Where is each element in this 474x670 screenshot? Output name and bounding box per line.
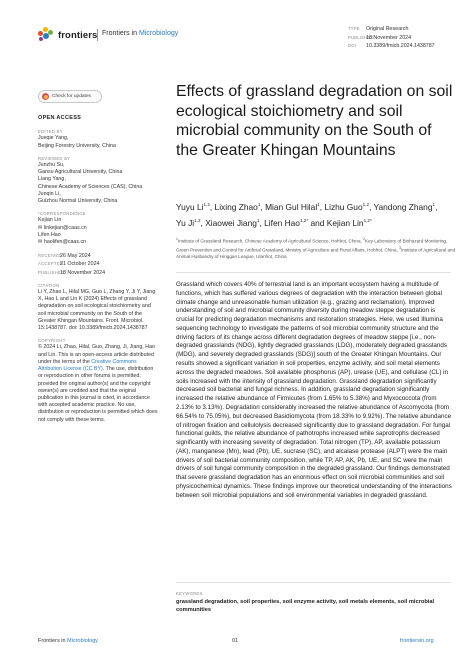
author-name: Lifen Hao bbox=[264, 217, 300, 228]
frontiers-logo-icon bbox=[38, 27, 54, 43]
affiliation-3: Institute of Agricultural and Animal Husbandry of Hinggan League, Ulanhot, China bbox=[176, 247, 456, 259]
author[interactable] bbox=[374, 202, 436, 212]
meta-value: Original Research bbox=[366, 26, 409, 32]
affiliation-marker: 2 bbox=[363, 237, 366, 241]
journal-prefix: Frontiers in bbox=[102, 30, 139, 37]
date-accepted bbox=[38, 260, 158, 268]
meta-doi[interactable] bbox=[348, 42, 435, 51]
author-name: Kejian Lin bbox=[326, 217, 364, 228]
cc-by-link[interactable]: Creative Commons Attribution License (CC BY) bbox=[38, 358, 137, 373]
author-name: Lizhu Guo bbox=[324, 201, 363, 212]
check-for-updates-label: Check for updates bbox=[52, 94, 91, 99]
footer-journal-prefix: Frontiers in bbox=[38, 638, 68, 644]
copyright-pre: © 2024 Li, Zhao, Hilal, Guo, Zhang, Ji, Jiang, Hao and Lin. This is an open-access article distributed under the terms of the bbox=[38, 344, 155, 365]
author-name: Yu Ji bbox=[176, 217, 195, 228]
copyright-text bbox=[38, 344, 158, 423]
footer-journal-highlight: Microbiology bbox=[67, 638, 98, 644]
date-key: PUBLISHED bbox=[38, 269, 65, 275]
author-name: Xiaowei Jiang bbox=[205, 217, 257, 228]
meta-type bbox=[348, 25, 435, 34]
author-name: Yuyu Li bbox=[176, 201, 204, 212]
header-divider bbox=[97, 29, 98, 41]
abstract-text: Grassland which covers 40% of terrestrial land is an important ecosystem having a multitude of functions, which has suffered various degrees of degradation with the interaction between global climate change and unreasonable human utilization (e.g., grazing and reclamation). Improved understanding of soil and microbial community diversity during meadow steppe degradation is crucial for predicting degradation mechanisms and restoration strategies. Here, we used Illumina sequencing technology to investigate the patterns of soil microbial community structure and the driving factors of its change across different degradation degrees of meadow steppe [i.e., non-degraded grasslands (NDG), lightly degraded grasslands (LDG), moderately degraded grasslands (MDG), and severely degraded grasslands (SDG)] south of the Greater Khingan Mountains. Our results showed a significant variation in soil properties, enzyme activity, and soil metal elements across the degraded meadows. Soil available phosphorus (AP), urease (UE), and cellulase (CL) in soils increased with the intensity of grassland degradation. Grassland degradation significantly decreased soil bacterial and fungal richness. In addition, grassland degradation significantly increased the relative abundance of Firmicutes (from 1.65% to 5.38%) and Myxococcota (from 2.13% to 3.13%). Degradation considerably increased the relative abundance of Ascomycota (from 66.54% to 75.05%), but decreased Basidiomycota (from 18.33% to 9.92%). The relative abundance of nitrogen fixation and cellulolysis decreased significantly due to grassland degradation. For fungal functional guilds, the relative abundance of pathotrophs increased while saprotrophs decreased significantly with increasing severity of degradation. Total nitrogen (TP), AP, available potassium (AK), manganese (Mn), lead (Pb), UE, sucrase (SC), and alcalase protease (ALPT) were the main drivers of soil bacterial community composition, while TP, AP, AK, Pb, UE, and SC were the main drivers of soil fungal community composition in the degraded grassland. Our findings demonstrated that severe grassland degradation has an enormous effect on soil microbial communities and soil physicochemical dynamics. These findings improve our theoretical understanding of the interactions between soil microbial populations and soil environmental variables in degraded grassland. bbox=[176, 281, 452, 499]
reviewed-by-label: REVIEWED BY bbox=[38, 155, 71, 161]
author[interactable] bbox=[324, 202, 369, 212]
date-key: RECEIVED bbox=[38, 253, 62, 259]
author[interactable] bbox=[215, 202, 261, 212]
affiliation-2: Key Laboratory of Biohazard Monitoring, Green Prevention and Control for Artificial Grassland, Ministry of Agriculture and Rural Affairs, Hohhot, China, bbox=[176, 238, 448, 253]
page-number: 01 bbox=[232, 638, 239, 644]
date-value: 18 November 2024 bbox=[60, 269, 106, 276]
footer-journal[interactable] bbox=[38, 638, 98, 644]
author[interactable] bbox=[327, 218, 372, 228]
author-sup: 1,2 bbox=[194, 217, 201, 223]
frontiers-logo[interactable] bbox=[38, 27, 97, 43]
keywords-text: grassland degradation, soil properties, soil enzyme activity, soil metals elements, soil microbial communities bbox=[176, 599, 435, 613]
keywords-label: KEYWORDS bbox=[176, 591, 203, 596]
logo-text: frontiers bbox=[58, 29, 98, 41]
author[interactable] bbox=[176, 202, 210, 212]
author-sup: 1,2* bbox=[363, 217, 372, 223]
open-access-label: OPEN ACCESS bbox=[38, 115, 82, 121]
citation-label: CITATION bbox=[38, 282, 60, 288]
meta-key: DOI bbox=[348, 43, 357, 49]
reviewer-affiliation: Gansu Agricultural University, China bbox=[38, 169, 123, 176]
meta-value[interactable]: 10.3389/fmicb.2024.1438787 bbox=[366, 43, 435, 50]
reviewer-name: Junzhu Su, bbox=[38, 162, 65, 169]
affiliations bbox=[176, 236, 456, 260]
update-icon bbox=[42, 93, 49, 100]
author-list: Yuyu Li$^{1,2}$, Lixing Zhao$^1$, Mian Gul Hilal$^1$, Lizhu Guo$^{1,2}$, Yandong Zhang$^1$, Yu Ji$^{1,2}$, Xiaowei Jiang$^1$, Lifen Hao$^{1,2*}$ and Kejian Lin$^{1,2*}$ bbox=[176, 201, 438, 228]
editor-affiliation: Beijing Forestry University, China bbox=[38, 142, 116, 149]
correspondence-label: *CORRESPONDENCE bbox=[38, 211, 86, 217]
date-published bbox=[38, 269, 158, 277]
author[interactable] bbox=[176, 218, 201, 228]
footer-site-link[interactable]: frontiersin.org bbox=[400, 638, 434, 644]
author-sup: 1 bbox=[432, 202, 436, 207]
correspondent-email[interactable]: ✉ haolifen@caas.cn bbox=[38, 239, 87, 246]
journal-name[interactable] bbox=[102, 30, 178, 37]
author[interactable] bbox=[205, 218, 259, 228]
editor-name: Jueqie Yang, bbox=[38, 135, 69, 142]
meta-value: 18 November 2024 bbox=[366, 34, 412, 41]
divider bbox=[176, 272, 451, 273]
correspondent-name: Lifen Hao bbox=[38, 231, 61, 238]
correspondent-email[interactable]: ✉ linkejian@caas.cn bbox=[38, 224, 87, 231]
author-name: Lixing Zhao bbox=[214, 201, 258, 212]
check-for-updates-button[interactable] bbox=[38, 90, 102, 103]
author-name: Mian Gul Hilal bbox=[265, 201, 318, 212]
meta-key: TYPE bbox=[348, 26, 360, 31]
author-sup: 1 bbox=[256, 217, 260, 223]
journal-highlight: Microbiology bbox=[138, 30, 179, 37]
correspondent-name: Kejian Lin bbox=[38, 217, 62, 224]
date-key: ACCEPTED bbox=[38, 261, 64, 267]
affiliation-1: Institute of Grassland Research, Chinese Academy of Agricultural Science, Hohhot, China, bbox=[177, 238, 364, 244]
meta-key: PUBLISHED bbox=[348, 34, 374, 40]
reviewer-affiliation: Guizhou Normal University, China bbox=[38, 198, 118, 205]
copyright-post: . The use, distribution or reproduction in other forums is permitted, provided the original author(s) and the copyright owner(s) are credited and that the original publication in this journal is cited, in accordance with accepted academic practice. No use, distribution or reproduction is permitted which does not comply with these terms. bbox=[38, 366, 158, 423]
affiliation-marker: 1 bbox=[176, 237, 178, 241]
reviewer-affiliation: Chinese Academy of Sciences (CAS), China bbox=[38, 183, 143, 190]
affiliation-marker: 3 bbox=[399, 245, 402, 250]
author[interactable] bbox=[265, 202, 320, 212]
author-sup: 1 bbox=[257, 202, 261, 207]
author-sup: 1,2* bbox=[299, 217, 309, 223]
edited-by-label: EDITED BY bbox=[38, 129, 63, 135]
sidebar bbox=[38, 115, 158, 424]
author-sup: 1,2 bbox=[362, 202, 369, 207]
copyright-label: COPYRIGHT bbox=[38, 338, 66, 344]
article-title: Effects of grassland degradation on soil ecological stoichiometry and soil microbial community on the South of the Greater Khingan Mountains bbox=[176, 83, 453, 159]
author[interactable] bbox=[264, 218, 308, 228]
divider bbox=[176, 582, 451, 583]
article-dates bbox=[38, 252, 158, 277]
article-meta bbox=[348, 25, 435, 51]
author-sup: 1,2 bbox=[203, 202, 210, 207]
meta-published bbox=[348, 34, 435, 43]
author-sup: 1 bbox=[317, 202, 320, 207]
date-value: 26 May 2024 bbox=[60, 253, 91, 260]
reviewer-name: Junqin Li, bbox=[38, 190, 61, 197]
author-name: Yandong Zhang bbox=[373, 201, 433, 212]
date-received bbox=[38, 252, 158, 260]
reviewer-name: Liang Yang, bbox=[38, 176, 66, 183]
date-value: 21 October 2024 bbox=[60, 261, 100, 268]
citation-text: Li Y, Zhao L, Hilal MG, Guo L, Zhang Y, Ji Y, Jiang X, Hao L and Lin K (2024) Effects of grassland degradation on soil ecological stoichiometry and soil microbial community on the South of the Greater Khingan Mountains. Front. Microbiol. 15:1438787. doi: 10.3389/fmicb.2024.1438787 bbox=[38, 289, 156, 332]
